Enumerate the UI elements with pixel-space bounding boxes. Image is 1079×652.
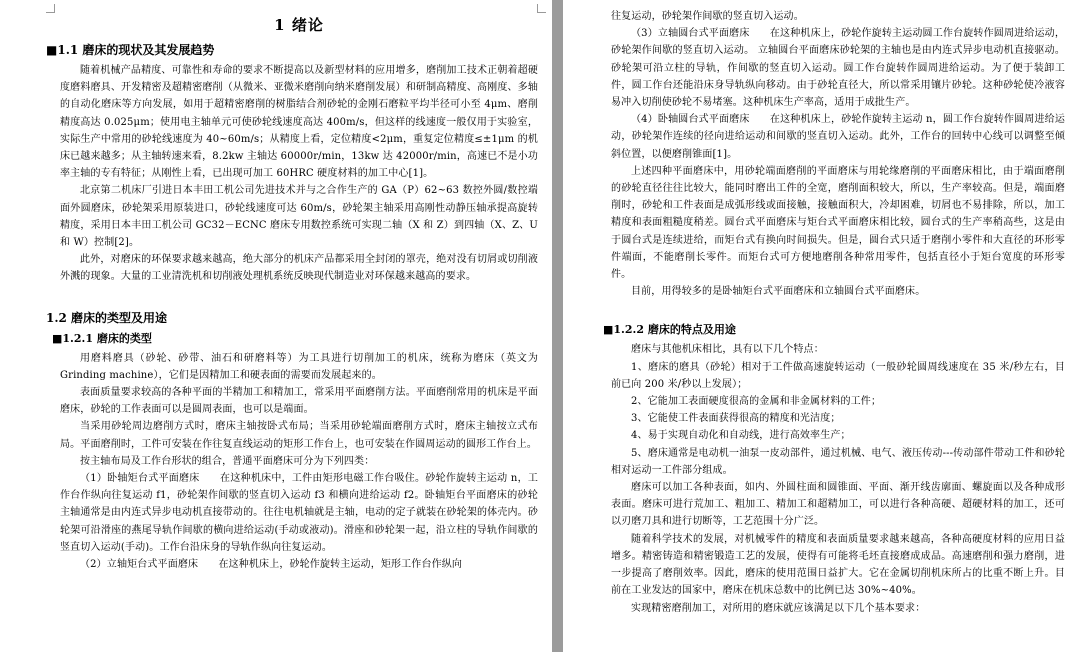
subsection-heading-1-2-2: ■1.2.2 磨床的特点及用途: [603, 323, 736, 337]
section-heading-1-2: 1.2 磨床的类型及用途: [46, 310, 168, 325]
paragraph: 随着机械产品精度、可靠性和寿命的要求不断提高以及新型材料的应用增多，磨削加工技术正朝着超硬度磨料磨具、开发精密及超精密磨削（从微米、亚微米磨削向纳米磨削发展）和研制高精度、高刚度、多轴的自动化磨床等方向发展，如用于超精密磨削的树脂结合剂砂轮的金刚石磨粒平均半径可小至 4μm、磨削精度高达 0.025μm；使用电主轴单元可使砂轮线速度高达 400m/s，但这样的线速度一般仅用于实验室，实际生产中常用的砂轮线速度为 40~60m/s；从精度上看，定位精度<2μm，重复定位精度≤±1μm 的机床已越来越多；从主轴转速来看，8.2kw 主轴达 60000r/min，13kw 达 42000r/min，高速已不是小功率主轴的专有特征；从刚性上看，已出现可加工 60HRC 硬度材料的加工中心[1]。: [60, 65, 538, 180]
right-page: [563, 0, 1079, 652]
paragraph: （4）卧轴圆台式平面磨床 在这种机床上，砂轮作旋转主运动 n，圆工作台旋转作圆周进给运动，砂轮架作连续的径向进给运动和间歇的竖直切入运动。此外，工作台的回转中心线可以调整至倾斜位置，以便磨削锥面[1]。: [611, 114, 1065, 160]
paragraph: 实现精密磨削加工，对所用的磨床就应该满足以下几个基本要求：: [631, 602, 926, 614]
margin-corner-mark: [537, 4, 546, 13]
list-item: 2、它能加工表面硬度很高的金属和非金属材料的工件；: [631, 396, 882, 408]
paragraph: 此外，对磨床的环保要求越来越高，绝大部分的机床产品都采用全封闭的罩壳，绝对没有切屑或切削液外溅的现象。大量的工业清洗机和切削液处理机系统反映现代制造业对环保越来越高的要求。: [60, 254, 538, 283]
paragraph: 磨床与其他机床相比，具有以下几个特点：: [631, 344, 824, 356]
paragraph: 当采用砂轮周边磨削方式时，磨床主轴按卧式布局；当采用砂轮端面磨削方式时，磨床主轴按立式布局。平面磨削时，工件可安装在作往复直线运动的矩形工作台上，也可安装在作圆周运动的圆形工作台上。: [60, 421, 538, 450]
paragraph: 往复运动，砂轮架作间歇的竖直切入运动。: [611, 11, 804, 22]
chapter-title: 1 绪论: [274, 16, 324, 34]
paragraph: 用磨料磨具（砂轮、砂带、油石和研磨料等）为工具进行切削加工的机床，统称为磨床（英文为 Grinding machine），它们是因精加工和硬表面的需要而发展起来的。: [60, 352, 538, 381]
paragraph: 磨床可以加工各种表面，如内、外圆柱面和圆锥面、平面、渐开线齿廓面、螺旋面以及各种成形表面。磨床可进行荒加工、粗加工、精加工和超精加工，可以进行各种高硬、超硬材料的加工，还可以刃磨刀具和进行切断等，工艺范围十分广泛。: [611, 482, 1065, 528]
page-gap: [552, 0, 563, 652]
paragraph: 北京第二机床厂引进日本丰田工机公司先进技术并与之合作生产的 GA（P）62~63 数控外圆/数控端面外圆磨床，砂轮架采用原装进口，砂轮线速度可达 60m/s，砂轮架主轴采用高刚性动静压轴承提高旋转精度，采用日本丰田工机公司 GC32－ECNC 磨床专用数控系统可实现二轴（X 和 Z）到四轴（X、Z、U 和 W）控制[2]。: [60, 185, 538, 249]
paragraph: （3）立轴圆台式平面磨床 在这种机床上，砂轮作旋转主运动圆工作台旋转作圆周进给运动，砂轮架作间歇的竖直切入运动。 立轴圆台平面磨床砂轮架的主轴也是由内连式异步电动机直接驱动。砂轮架可沿立柱的导轨，作间歇的竖直切入运动。圆工作台旋转作圆周进给运动。为了便于装卸工件，圆工作台还能沿床身导轨纵向移动。由于砂轮直径大，所以常采用镶片砂轮。这种砂轮使冷液容易冲入切削使砂轮不易堵塞。这种机床生产率高，适用于成批生产。: [611, 28, 1065, 109]
list-item: 3、它能使工件表面获得很高的精度和光洁度；: [631, 413, 841, 425]
paragraph: 上述四种平面磨床中，用砂轮端面磨削的平面磨床与用轮缘磨削的平面磨床相比，由于端面磨削的砂轮直径往往比较大，能同时磨出工件的全宽，磨削面积较大，所以，生产率较高。但是，端面磨削时，砂轮和工件表面是成弧形线或面接触，接触面积大，冷却困难，切屑也不易排除，所以，加工精度和表面粗糙度稍差。圆台式平面磨床与矩台式平面磨床相比较，圆台式的生产率稍高些，这是由于圆台式是连续进给，而矩台式有换向时间损失。但是，圆台式只适于磨削小零件和大直径的环形零件端面，不能磨削长零件。而矩台式可方便地磨削各种常用零件，包括直径小于矩台宽度的环形零件。: [611, 165, 1065, 281]
section-heading-1-1: ■1.1 磨床的现状及其发展趋势: [46, 43, 215, 57]
paragraph: （2）立轴矩台式平面磨床 在这种机床上，砂轮作旋转主运动，矩形工作台作纵向: [80, 559, 463, 571]
paragraph: 表面质量要求较高的各种平面的半精加工和精加工，常采用平面磨削方法。平面磨削常用的机床是平面磨床，砂轮的工作表面可以是圆周表面，也可以是端面。: [60, 387, 538, 416]
margin-corner-mark: [46, 4, 55, 13]
paragraph: 目前，用得较多的是卧轴矩台式平面磨床和立轴圆台式平面磨床。: [631, 286, 926, 298]
subsection-heading-1-2-1: ■1.2.1 磨床的类型: [52, 331, 152, 345]
blank-line: [60, 286, 538, 303]
list-item: 1、磨床的磨具（砂轮）相对于工件做高速旋转运动（一般砂轮圆周线速度在 35 米/秒左右，目前已向 200 米/秒以上发展）；: [611, 361, 1065, 390]
paragraph: 随着科学技术的发展，对机械零件的精度和表面质量要求越来越高，各种高硬度材料的应用日益增多。精密铸造和精密锻造工艺的发展，使得有可能将毛坯直接磨成成品。高速磨削和强力磨削，进一步提高了磨削效率。因此，磨床的使用范围日益扩大。它在金属切削机床所占的比重不断上升。目前在工业发达的国家中，磨床在机床总数中的比例已达 30%~40%。: [611, 533, 1065, 597]
paragraph: 按主轴布局及工作台形状的组合，普通平面磨床可分为下列四类：: [80, 455, 375, 467]
list-item: 5、磨床通常是电动机一油泵一皮动部件，通过机械、电气、液压传动---传动部件带动工件和砂轮相对运动一工件部分组成。: [611, 447, 1065, 476]
blank-line: [611, 300, 1065, 317]
paragraph: （1）卧轴矩台式平面磨床 在这种机床中，工件由矩形电磁工作台吸住。砂轮作旋转主运动 n，工作台作纵向往复运动 f1，砂轮架作间歇的竖直切入运动 f3 和横向进给运动 f2。卧轴矩台平面磨床的砂轮主轴通常是由内连式异步电动机直接带动的。往往电机轴就是主轴，电动的定子就装在砂轮架的体壳内。砂轮架可沿滑座的燕尾导轨作间歇的横向进给运动(手动或液动)。滑座和砂轮架一起，沿立柱的导轨作间歇的竖直切入运动(手动)。工作台沿床身的导轨作纵向往复运动。: [60, 473, 538, 553]
list-item: 4、易于实现自动化和自动线，进行高效率生产；: [631, 430, 851, 442]
